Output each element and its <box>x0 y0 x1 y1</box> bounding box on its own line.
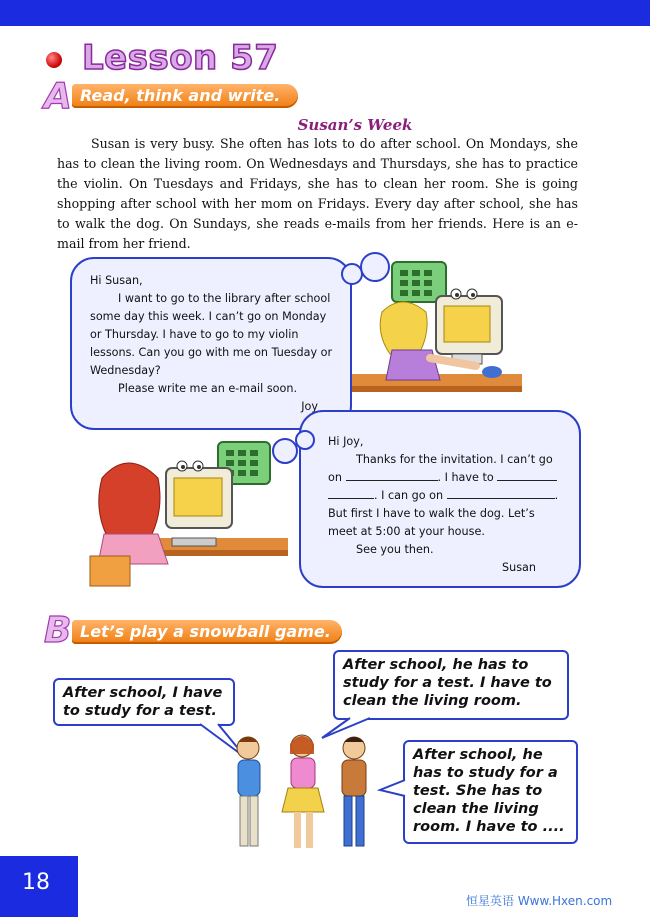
speech-bubble-right: After school, he has to study for a test. She has to clean the living room. I have to .... <box>403 740 578 844</box>
email-joy-greeting: Hi Susan, <box>90 274 143 287</box>
email-susan-line: But first I have to walk the dog. Let’s <box>328 507 535 520</box>
email-susan-have-to-text: . I have to <box>437 471 494 484</box>
section-a-letter: A <box>44 76 72 117</box>
section-a-banner-text: Read, think and write. <box>80 86 281 105</box>
email-joy-line: Please write me an e-mail soon. <box>118 382 297 395</box>
email-joy-line: or Thursday. I have to go to my violin <box>90 328 299 341</box>
email-susan-can-go-text: . I can go on <box>374 489 444 502</box>
email-joy-line: lessons. Can you go with me on Tuesday or <box>90 346 333 359</box>
email-susan-period: . <box>554 489 559 502</box>
page-number: 18 <box>22 870 50 895</box>
email-joy-line: Wednesday? <box>90 364 161 377</box>
email-susan-line: See you then. <box>356 543 434 556</box>
email-susan-on-text: on <box>328 471 342 484</box>
email-joy-line: some day this week. I can’t go on Monday <box>90 310 327 323</box>
three-kids-illustration <box>226 730 396 860</box>
page-number-box <box>0 856 78 917</box>
email-joy-signature: Joy <box>301 400 318 413</box>
email-susan-signature: Susan <box>502 561 536 574</box>
speech-bubble-top: After school, he has to study for a test. I have to clean the living room. <box>333 650 569 720</box>
watermark: 恒星英语 Www.Hxen.com <box>466 894 613 908</box>
section-b-letter: B <box>44 610 72 651</box>
email-susan-line: Thanks for the invitation. I can’t go <box>356 453 553 466</box>
email-joy-line: I want to go to the library after school <box>118 292 331 305</box>
story-title-text: Susan’s Week <box>297 116 413 134</box>
story-paragraph: Susan is very busy. She often has lots to do after school. On Mondays, she has to clean the living room. On Wednesdays and Thursdays, she has to practice the violin. On Tuesdays and Fridays, she has to clean her room. She is going shopping after school with her mom on Fridays. Every day after school, she has to walk the dog. On Sundays, she reads e-mails from her friends. Here is an e-mail from her friend. <box>57 136 578 251</box>
lesson-title: Lesson 57 <box>82 38 279 78</box>
section-b-banner-text: Let’s play a snowball game. <box>80 622 331 641</box>
email-susan-greeting: Hi Joy, <box>328 435 364 448</box>
speech-bubble-left: After school, I have to study for a test. <box>53 678 235 726</box>
email-susan-line: meet at 5:00 at your house. <box>328 525 485 538</box>
